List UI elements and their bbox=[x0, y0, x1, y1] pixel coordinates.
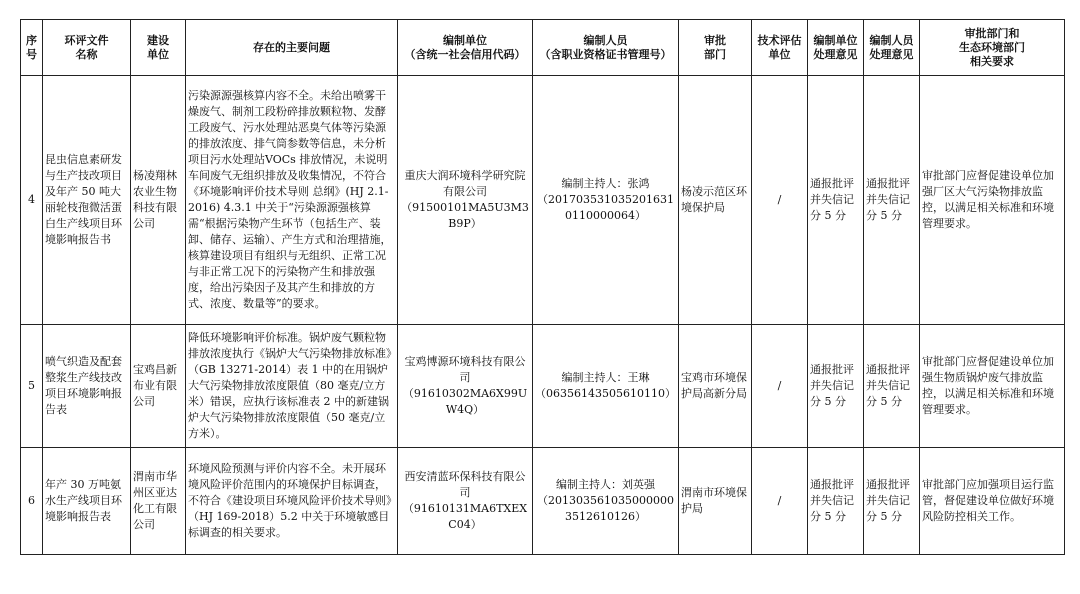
row-doc-name: 喷气织造及配套整浆生产线技改项目环境影响报告表 bbox=[43, 325, 131, 448]
row-dept-requirements: 审批部门应督促建设单位加强厂区大气污染物排放监控，以满足相关标准和环境管理要求。 bbox=[920, 76, 1065, 325]
row-doc-name: 昆虫信息素研发与生产技改项目及年产 50 吨大丽轮枝孢微活蛋白生产线项目环境影响报告书 bbox=[43, 76, 131, 325]
row-person-opinion: 通报批评并失信记分 5 分 bbox=[864, 76, 920, 325]
row-problems: 环境风险预测与评价内容不全。未开展环境风险评价范围内的环境保护目标调查，不符合《建设项目环境风险评价技术导则》（HJ 169-2018）5.2 中关于环境敏感目标调查的相关要求。 bbox=[186, 448, 398, 555]
header-seq: 序 号 bbox=[21, 20, 43, 76]
header-person-opinion: 编制人员 处理意见 bbox=[864, 20, 920, 76]
row-prep-unit: 宝鸡博源环境科技有限公司 （91610302MA6X99UW4Q） bbox=[398, 325, 533, 448]
row-unit-opinion: 通报批评并失信记分 5 分 bbox=[808, 76, 864, 325]
header-doc-name: 环评文件 名称 bbox=[43, 20, 131, 76]
header-tech-eval: 技术评估 单位 bbox=[752, 20, 808, 76]
row-prep-unit: 重庆大润环境科学研究院有限公司 （91500101MA5U3M3B9P） bbox=[398, 76, 533, 325]
row-person-opinion: 通报批评并失信记分 5 分 bbox=[864, 325, 920, 448]
row-doc-name: 年产 30 万吨氨水生产线项目环境影响报告表 bbox=[43, 448, 131, 555]
row-dept-requirements: 审批部门应督促建设单位加强生物质锅炉废气排放监控，以满足相关标准和环境管理要求。 bbox=[920, 325, 1065, 448]
row-prep-person: 编制主持人：王琳 （06356143505610110） bbox=[533, 325, 679, 448]
row-tech-eval: / bbox=[752, 448, 808, 555]
row-builder: 杨凌翔林农业生物科技有限公司 bbox=[131, 76, 186, 325]
row-builder: 渭南市华州区亚达化工有限公司 bbox=[131, 448, 186, 555]
header-approval-dept: 审批 部门 bbox=[679, 20, 752, 76]
row-unit-opinion: 通报批评并失信记分 5 分 bbox=[808, 448, 864, 555]
row-prep-unit: 西安清蓝环保科技有限公司 （91610131MA6TXEXC04） bbox=[398, 448, 533, 555]
header-prep-unit: 编制单位 （含统一社会信用代码） bbox=[398, 20, 533, 76]
row-unit-opinion: 通报批评并失信记分 5 分 bbox=[808, 325, 864, 448]
header-unit-opinion: 编制单位 处理意见 bbox=[808, 20, 864, 76]
header-problems: 存在的主要问题 bbox=[186, 20, 398, 76]
row-seq: 5 bbox=[21, 325, 43, 448]
row-seq: 4 bbox=[21, 76, 43, 325]
row-approval-dept: 宝鸡市环境保护局高新分局 bbox=[679, 325, 752, 448]
row-approval-dept: 杨凌示范区环境保护局 bbox=[679, 76, 752, 325]
table-row bbox=[21, 325, 1065, 448]
row-problems: 降低环境影响评价标准。锅炉废气颗粒物排放浓度执行《锅炉大气污染物排放标准》（GB 13271-2014）表 1 中的在用锅炉大气污染物排放浓度限值（80 毫克/立方米）错误，应执行该标准表 2 中的新建锅炉大气污染物排放浓度限值（50 毫克/立方米）。 bbox=[186, 325, 398, 448]
table-row bbox=[21, 76, 1065, 325]
header-dept-requirements: 审批部门和 生态环境部门 相关要求 bbox=[920, 20, 1065, 76]
table-header-row bbox=[21, 20, 1065, 76]
row-prep-person: 编制主持人：张鸿 （2017035310352016310110000064） bbox=[533, 76, 679, 325]
row-person-opinion: 通报批评并失信记分 5 分 bbox=[864, 448, 920, 555]
row-tech-eval: / bbox=[752, 76, 808, 325]
table-row bbox=[21, 448, 1065, 555]
violations-table bbox=[20, 19, 1065, 555]
header-builder: 建设 单位 bbox=[131, 20, 186, 76]
row-problems: 污染源源强核算内容不全。未给出喷雾干燥废气、制剂工段粉碎排放颗粒物、发酵工段废气、污水处理站恶臭气体等污染源的排放浓度、排气筒参数等信息，未分析项目污水处理站VOCs 排放情况，未说明车间废气无组织排放及收集情况，不符合《环境影响评价技术导则 总纲》(HJ 2.1-2016) 4.3.1 中关于“污染源源强核算需“根据污染物产生环节（包括生产、装卸、储存、运输）、产生方式和治理措施，核算建设项目有组织与无组织、正常工况与非正常工况下的污染物产生和排放强度，给出污染因子及其产生和排放的方式、浓度、数量等”的要求。 bbox=[186, 76, 398, 325]
row-dept-requirements: 审批部门应加强项目运行监管，督促建设单位做好环境风险防控相关工作。 bbox=[920, 448, 1065, 555]
header-prep-person: 编制人员 （含职业资格证书管理号） bbox=[533, 20, 679, 76]
row-approval-dept: 渭南市环境保护局 bbox=[679, 448, 752, 555]
row-seq: 6 bbox=[21, 448, 43, 555]
row-tech-eval: / bbox=[752, 325, 808, 448]
row-prep-person: 编制主持人：刘英强 （2013035610350000003512610126） bbox=[533, 448, 679, 555]
row-builder: 宝鸡昌新布业有限公司 bbox=[131, 325, 186, 448]
